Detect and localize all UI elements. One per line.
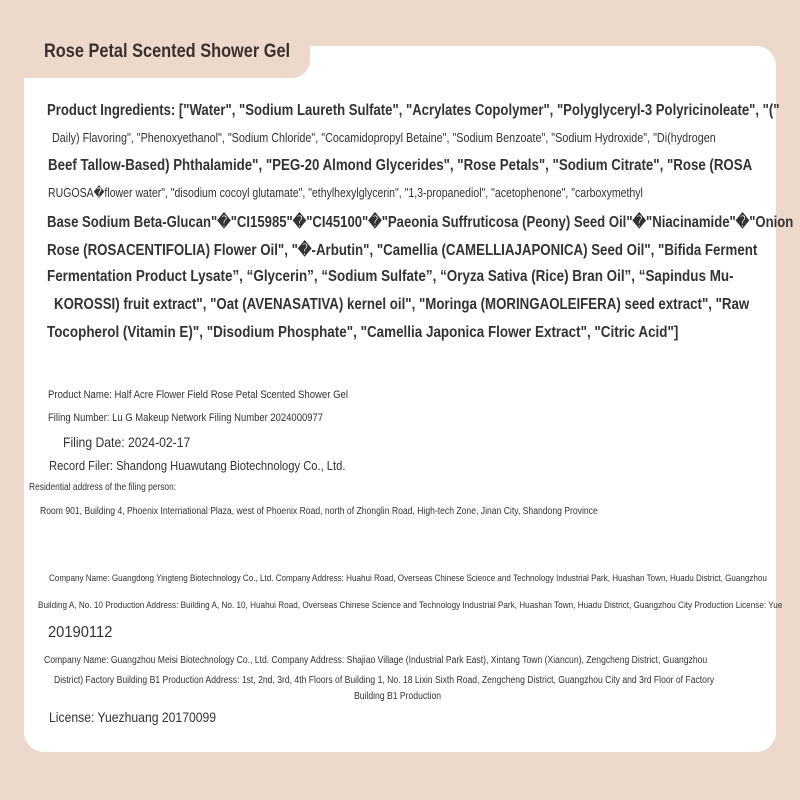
manufacturer1-line: Building A, No. 10 Production Address: Building A, No. 10, Huahui Road, Overseas Chinese Science and Technology Industrial Park, Huashan Town, Huadu District, Guangzhou City Production License: Yue bbox=[38, 600, 783, 611]
ingredients-line: Fermentation Product Lysate”, “Glycerin”, “Sodium Sulfate”, “Oryza Sativa (Rice) Bran Oil”, “Sapindus Mu- bbox=[47, 268, 734, 285]
ingredients-line: Daily) Flavoring", "Phenoxyethanol", "Sodium Chloride", "Cocamidopropyl Betaine", "Sodium Benzoate", "Sodium Hydroxide", "Di(hydrogen bbox=[52, 130, 716, 145]
ingredients-line: Tocopherol (Vitamin E)", "Disodium Phosphate", "Camellia Japonica Flower Extract", "Citric Acid"] bbox=[47, 324, 679, 341]
manufacturer2-line: Building B1 Production bbox=[354, 691, 442, 702]
filing-date-text: Filing Date: 2024-02-17 bbox=[63, 434, 191, 450]
ingredients-line: RUGOSA�flower water", "disodium cocoyl glutamate", "ethylhexylglycerin", "1,3-propanediol", "acetophenone", "carboxymethyl bbox=[48, 185, 643, 200]
ingredients-line: Base Sodium Beta-Glucan"�"CI15985"�"CI45100"�"Paeonia Suffruticosa (Peony) Seed Oil"�"Niacinamide"�"Onion bbox=[47, 214, 794, 231]
ingredients-line: Product Ingredients: ["Water", "Sodium Laureth Sulfate", "Acrylates Copolymer", "Polyglyceryl-3 Polyricinoleate", "(" bbox=[47, 102, 780, 119]
manufacturer2-line: District) Factory Building B1 Production Address: 1st, 2nd, 3rd, 4th Floors of Building 1, No. 18 Lixin Sixth Road, Zengcheng District, Guangzhou City and 3rd Floor of Factory bbox=[54, 675, 715, 686]
ingredients-line: Rose (ROSACENTIFOLIA) Flower Oil", "�-Arbutin", "Camellia (CAMELLIAJAPONICA) Seed Oil", "Bifida Ferment bbox=[47, 242, 758, 259]
record-filer-text: Record Filer: Shandong Huawutang Biotechnology Co., Ltd. bbox=[49, 458, 346, 473]
address-text: Room 901, Building 4, Phoenix International Plaza, west of Phoenix Road, north of Zhonglin Road, High-tech Zone, Jinan City, Shandong Province bbox=[40, 506, 598, 517]
filing-number-text: Filing Number: Lu G Makeup Network Filing Number 2024000977 bbox=[48, 412, 324, 424]
manufacturer1-license: 20190112 bbox=[48, 624, 113, 641]
page-title: Rose Petal Scented Shower Gel bbox=[44, 41, 291, 62]
address-label: Residential address of the filing person: bbox=[29, 482, 177, 493]
manufacturer2-line: Company Name: Guangzhou Meisi Biotechnology Co., Ltd. Company Address: Shajiao Village (Industrial Park East), Xintang Town (Xiancun), Zengcheng District, Guangzhou bbox=[44, 655, 708, 666]
product-name-text: Product Name: Half Acre Flower Field Rose Petal Scented Shower Gel bbox=[48, 389, 349, 401]
manufacturer1-line: Company Name: Guangdong Yingteng Biotechnology Co., Ltd. Company Address: Huahui Road, Overseas Chinese Science and Technology Industrial Park, Huashan Town, Huadu District, Guangzhou bbox=[49, 573, 767, 584]
ingredients-line: KOROSSI) fruit extract", "Oat (AVENASATIVA) kernel oil", "Moringa (MORINGAOLEIFERA) seed extract", "Raw bbox=[54, 296, 750, 313]
manufacturer2-license: License: Yuezhuang 20170099 bbox=[49, 709, 217, 725]
ingredients-line: Beef Tallow-Based) Phthalamide", "PEG-20 Almond Glycerides", "Rose Petals", "Sodium Citrate", "Rose (ROSA bbox=[48, 157, 753, 174]
